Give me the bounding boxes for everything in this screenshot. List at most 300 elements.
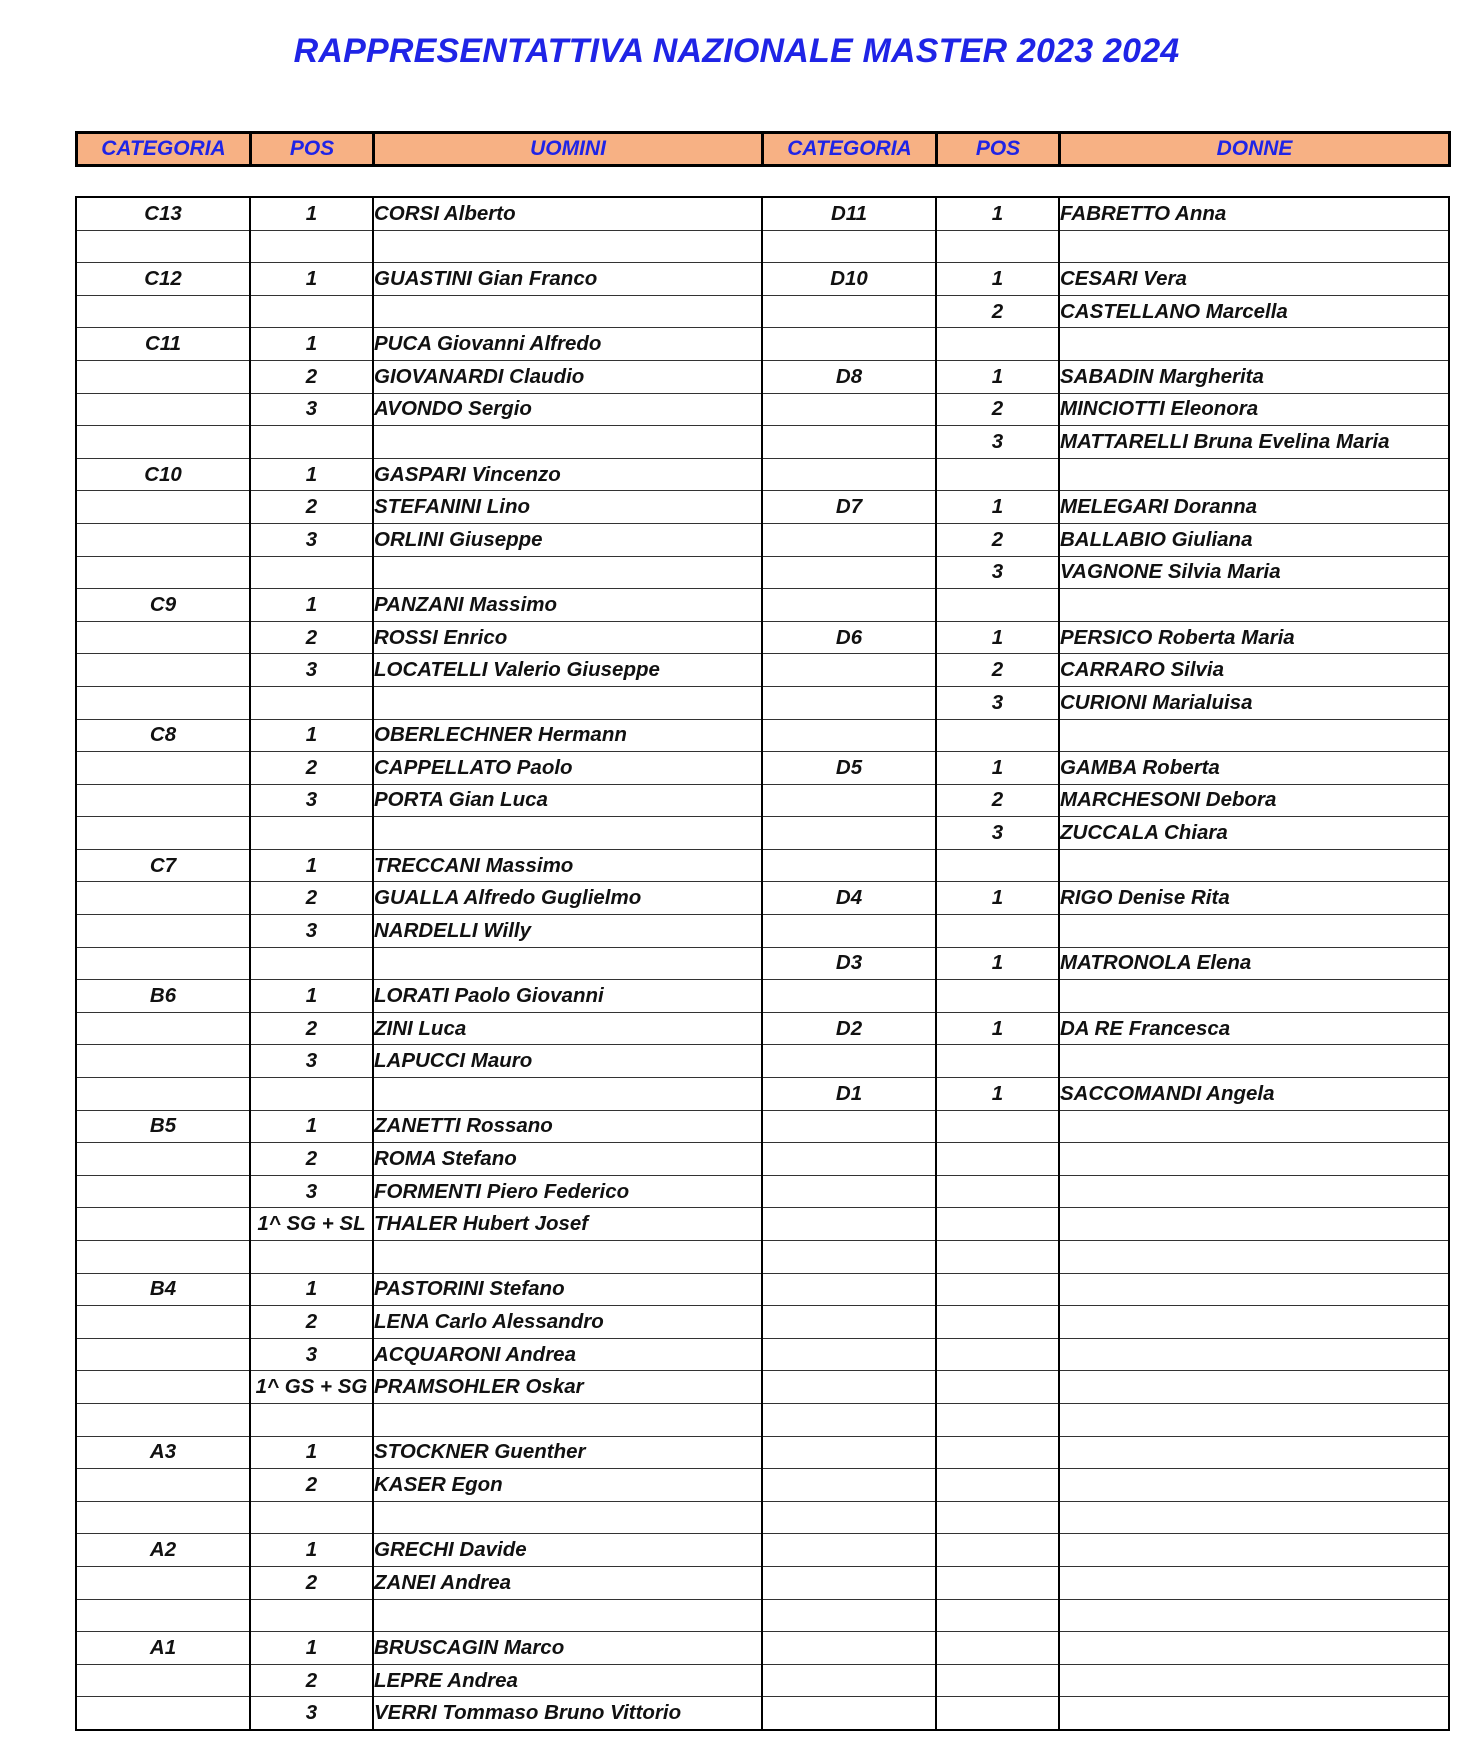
men-category-cell: B5	[76, 1110, 250, 1143]
women-pos-cell	[936, 915, 1059, 948]
women-category-cell	[762, 719, 936, 752]
women-name-cell	[1059, 1306, 1449, 1339]
men-name-cell: PUCA Giovanni Alfredo	[373, 328, 762, 361]
women-pos-cell: 1	[936, 491, 1059, 524]
header-uomini: UOMINI	[374, 133, 763, 166]
women-name-cell	[1059, 458, 1449, 491]
women-name-cell: MARCHESONI Debora	[1059, 784, 1449, 817]
women-category-cell	[762, 817, 936, 850]
men-category-cell	[76, 1599, 250, 1632]
table-row	[76, 947, 1449, 980]
men-name-cell: KASER Egon	[373, 1469, 762, 1502]
table-row	[76, 1403, 1449, 1436]
men-name-cell	[373, 686, 762, 719]
men-name-cell: ZANETTI Rossano	[373, 1110, 762, 1143]
women-name-cell	[1059, 1371, 1449, 1404]
men-name-cell: PRAMSOHLER Oskar	[373, 1371, 762, 1404]
women-pos-cell: 3	[936, 817, 1059, 850]
women-pos-cell	[936, 1338, 1059, 1371]
men-name-cell: LEPRE Andrea	[373, 1664, 762, 1697]
table-row	[76, 1469, 1449, 1502]
men-name-cell: GIOVANARDI Claudio	[373, 360, 762, 393]
men-pos-cell: 1	[250, 1632, 373, 1665]
men-name-cell	[373, 556, 762, 589]
table-row	[76, 719, 1449, 752]
table-row	[76, 1110, 1449, 1143]
women-pos-cell: 2	[936, 784, 1059, 817]
table-row	[76, 1143, 1449, 1176]
men-name-cell	[373, 230, 762, 263]
women-pos-cell	[936, 1143, 1059, 1176]
men-category-cell: C11	[76, 328, 250, 361]
men-category-cell	[76, 523, 250, 556]
men-category-cell	[76, 1306, 250, 1339]
men-category-cell	[76, 556, 250, 589]
men-pos-cell: 1	[250, 1110, 373, 1143]
women-category-cell	[762, 230, 936, 263]
men-pos-cell	[250, 817, 373, 850]
women-pos-cell	[936, 1273, 1059, 1306]
women-pos-cell	[936, 1501, 1059, 1534]
men-name-cell: LORATI Paolo Giovanni	[373, 980, 762, 1013]
women-category-cell	[762, 784, 936, 817]
women-name-cell	[1059, 1534, 1449, 1567]
table-row	[76, 817, 1449, 850]
men-pos-cell: 2	[250, 1306, 373, 1339]
men-pos-cell	[250, 1599, 373, 1632]
table-row	[76, 1566, 1449, 1599]
women-category-cell	[762, 1501, 936, 1534]
women-pos-cell: 1	[936, 752, 1059, 785]
women-category-cell	[762, 523, 936, 556]
men-category-cell	[76, 752, 250, 785]
men-category-cell	[76, 1078, 250, 1111]
women-pos-cell	[936, 1599, 1059, 1632]
header-pos-men: POS	[251, 133, 374, 166]
men-pos-cell	[250, 426, 373, 459]
women-name-cell: SACCOMANDI Angela	[1059, 1078, 1449, 1111]
men-pos-cell: 3	[250, 1338, 373, 1371]
women-pos-cell: 3	[936, 426, 1059, 459]
women-category-cell	[762, 1110, 936, 1143]
men-pos-cell	[250, 556, 373, 589]
women-pos-cell: 2	[936, 523, 1059, 556]
men-name-cell	[373, 1241, 762, 1274]
men-name-cell	[373, 1599, 762, 1632]
men-name-cell: ORLINI Giuseppe	[373, 523, 762, 556]
men-pos-cell: 1	[250, 1534, 373, 1567]
women-pos-cell: 2	[936, 393, 1059, 426]
men-pos-cell: 1	[250, 263, 373, 296]
women-category-cell	[762, 1599, 936, 1632]
women-pos-cell	[936, 1110, 1059, 1143]
men-category-cell	[76, 1697, 250, 1730]
women-category-cell	[762, 1403, 936, 1436]
men-name-cell: LAPUCCI Mauro	[373, 1045, 762, 1078]
men-pos-cell: 3	[250, 1697, 373, 1730]
women-pos-cell: 1	[936, 360, 1059, 393]
header-table	[75, 131, 1451, 167]
men-name-cell	[373, 947, 762, 980]
women-name-cell	[1059, 719, 1449, 752]
men-name-cell: NARDELLI Willy	[373, 915, 762, 948]
men-name-cell	[373, 426, 762, 459]
women-category-cell: D6	[762, 621, 936, 654]
men-pos-cell: 1	[250, 458, 373, 491]
women-name-cell	[1059, 1241, 1449, 1274]
men-category-cell	[76, 1338, 250, 1371]
women-name-cell	[1059, 1403, 1449, 1436]
women-category-cell	[762, 556, 936, 589]
men-category-cell: C8	[76, 719, 250, 752]
men-name-cell: PASTORINI Stefano	[373, 1273, 762, 1306]
women-category-cell: D7	[762, 491, 936, 524]
women-name-cell: CARRARO Silvia	[1059, 654, 1449, 687]
women-pos-cell	[936, 1208, 1059, 1241]
men-category-cell	[76, 1371, 250, 1404]
men-category-cell: A2	[76, 1534, 250, 1567]
women-category-cell	[762, 1175, 936, 1208]
men-name-cell: PORTA Gian Luca	[373, 784, 762, 817]
table-row	[76, 360, 1449, 393]
men-category-cell	[76, 1664, 250, 1697]
women-category-cell	[762, 915, 936, 948]
table-row	[76, 458, 1449, 491]
women-pos-cell	[936, 1566, 1059, 1599]
women-pos-cell	[936, 1697, 1059, 1730]
women-name-cell: SABADIN Margherita	[1059, 360, 1449, 393]
men-category-cell	[76, 1566, 250, 1599]
men-pos-cell: 2	[250, 882, 373, 915]
women-pos-cell: 3	[936, 686, 1059, 719]
women-name-cell: GAMBA Roberta	[1059, 752, 1449, 785]
men-name-cell: STEFANINI Lino	[373, 491, 762, 524]
women-pos-cell	[936, 1436, 1059, 1469]
women-category-cell	[762, 426, 936, 459]
men-category-cell: A1	[76, 1632, 250, 1665]
men-pos-cell: 2	[250, 1469, 373, 1502]
header-categoria-men: CATEGORIA	[77, 133, 251, 166]
women-pos-cell: 2	[936, 295, 1059, 328]
women-category-cell	[762, 1436, 936, 1469]
men-pos-cell: 2	[250, 1664, 373, 1697]
men-category-cell: B6	[76, 980, 250, 1013]
page-title: RAPPRESENTATTIVA NAZIONALE MASTER 2023 2024	[293, 32, 1180, 70]
men-pos-cell: 1	[250, 849, 373, 882]
women-name-cell: MELEGARI Doranna	[1059, 491, 1449, 524]
table-row	[76, 1175, 1449, 1208]
men-pos-cell: 2	[250, 752, 373, 785]
table-row	[76, 1664, 1449, 1697]
men-name-cell: FORMENTI Piero Federico	[373, 1175, 762, 1208]
table-row	[76, 1599, 1449, 1632]
men-category-cell	[76, 1012, 250, 1045]
men-pos-cell: 1^ GS + SG	[250, 1371, 373, 1404]
men-name-cell: GASPARI Vincenzo	[373, 458, 762, 491]
women-name-cell	[1059, 1501, 1449, 1534]
table-row	[76, 1045, 1449, 1078]
women-name-cell	[1059, 230, 1449, 263]
table-row	[76, 393, 1449, 426]
men-pos-cell: 1	[250, 1436, 373, 1469]
men-name-cell: VERRI Tommaso Bruno Vittorio	[373, 1697, 762, 1730]
men-name-cell: BRUSCAGIN Marco	[373, 1632, 762, 1665]
results-table	[75, 196, 1450, 1731]
men-name-cell: ROSSI Enrico	[373, 621, 762, 654]
men-name-cell	[373, 1078, 762, 1111]
men-name-cell: ZANEI Andrea	[373, 1566, 762, 1599]
men-category-cell	[76, 1208, 250, 1241]
women-name-cell	[1059, 1273, 1449, 1306]
men-pos-cell: 3	[250, 1045, 373, 1078]
women-category-cell	[762, 1469, 936, 1502]
women-pos-cell: 1	[936, 197, 1059, 230]
women-pos-cell	[936, 1241, 1059, 1274]
men-name-cell: LENA Carlo Alessandro	[373, 1306, 762, 1339]
women-category-cell	[762, 589, 936, 622]
women-category-cell	[762, 1208, 936, 1241]
women-category-cell	[762, 1632, 936, 1665]
women-pos-cell: 1	[936, 621, 1059, 654]
women-name-cell: MATRONOLA Elena	[1059, 947, 1449, 980]
men-category-cell: C9	[76, 589, 250, 622]
women-pos-cell: 2	[936, 654, 1059, 687]
women-name-cell	[1059, 849, 1449, 882]
men-pos-cell: 2	[250, 360, 373, 393]
men-pos-cell: 3	[250, 1175, 373, 1208]
men-pos-cell	[250, 295, 373, 328]
men-category-cell: C12	[76, 263, 250, 296]
women-name-cell	[1059, 1338, 1449, 1371]
men-pos-cell: 2	[250, 1012, 373, 1045]
women-name-cell: ZUCCALA Chiara	[1059, 817, 1449, 850]
men-pos-cell: 1	[250, 328, 373, 361]
men-pos-cell: 2	[250, 1143, 373, 1176]
men-name-cell: GRECHI Davide	[373, 1534, 762, 1567]
men-name-cell: ZINI Luca	[373, 1012, 762, 1045]
men-name-cell: GUASTINI Gian Franco	[373, 263, 762, 296]
women-pos-cell	[936, 1371, 1059, 1404]
women-category-cell	[762, 980, 936, 1013]
men-category-cell	[76, 1143, 250, 1176]
women-name-cell	[1059, 1697, 1449, 1730]
women-name-cell	[1059, 1436, 1449, 1469]
women-pos-cell	[936, 328, 1059, 361]
women-category-cell	[762, 328, 936, 361]
men-name-cell	[373, 1403, 762, 1436]
men-pos-cell: 1	[250, 197, 373, 230]
table-row	[76, 1208, 1449, 1241]
men-name-cell	[373, 1501, 762, 1534]
table-row	[76, 1241, 1449, 1274]
women-name-cell: BALLABIO Giuliana	[1059, 523, 1449, 556]
table-row	[76, 882, 1449, 915]
women-category-cell	[762, 1241, 936, 1274]
table-row	[76, 1012, 1449, 1045]
women-pos-cell: 1	[936, 263, 1059, 296]
men-name-cell: AVONDO Sergio	[373, 393, 762, 426]
women-name-cell	[1059, 1175, 1449, 1208]
women-category-cell: D5	[762, 752, 936, 785]
women-category-cell: D11	[762, 197, 936, 230]
men-pos-cell: 1	[250, 1273, 373, 1306]
women-category-cell	[762, 1143, 936, 1176]
men-pos-cell: 2	[250, 491, 373, 524]
table-row	[76, 426, 1449, 459]
men-pos-cell: 1	[250, 980, 373, 1013]
men-category-cell: C10	[76, 458, 250, 491]
men-category-cell	[76, 1175, 250, 1208]
table-row	[76, 849, 1449, 882]
men-pos-cell: 3	[250, 915, 373, 948]
men-pos-cell	[250, 947, 373, 980]
table-row	[76, 784, 1449, 817]
women-category-cell	[762, 849, 936, 882]
women-category-cell	[762, 686, 936, 719]
women-name-cell	[1059, 328, 1449, 361]
men-category-cell: A3	[76, 1436, 250, 1469]
women-name-cell: CESARI Vera	[1059, 263, 1449, 296]
table-row	[76, 686, 1449, 719]
men-name-cell: LOCATELLI Valerio Giuseppe	[373, 654, 762, 687]
women-category-cell	[762, 1566, 936, 1599]
men-name-cell: TRECCANI Massimo	[373, 849, 762, 882]
women-pos-cell	[936, 1534, 1059, 1567]
women-category-cell: D3	[762, 947, 936, 980]
header-row	[77, 133, 1450, 166]
men-pos-cell	[250, 686, 373, 719]
men-category-cell	[76, 230, 250, 263]
men-category-cell	[76, 817, 250, 850]
women-category-cell: D2	[762, 1012, 936, 1045]
men-pos-cell	[250, 230, 373, 263]
men-category-cell	[76, 360, 250, 393]
women-pos-cell	[936, 1403, 1059, 1436]
table-row	[76, 589, 1449, 622]
women-name-cell: DA RE Francesca	[1059, 1012, 1449, 1045]
women-category-cell: D8	[762, 360, 936, 393]
table-row	[76, 1534, 1449, 1567]
women-category-cell	[762, 1338, 936, 1371]
women-name-cell	[1059, 1599, 1449, 1632]
table-row	[76, 295, 1449, 328]
men-name-cell	[373, 817, 762, 850]
women-pos-cell	[936, 1469, 1059, 1502]
men-pos-cell	[250, 1501, 373, 1534]
women-name-cell: RIGO Denise Rita	[1059, 882, 1449, 915]
table-row	[76, 556, 1449, 589]
men-category-cell	[76, 1241, 250, 1274]
men-category-cell	[76, 393, 250, 426]
men-category-cell	[76, 491, 250, 524]
men-name-cell: ROMA Stefano	[373, 1143, 762, 1176]
men-category-cell	[76, 1469, 250, 1502]
table-row	[76, 654, 1449, 687]
women-category-cell: D10	[762, 263, 936, 296]
men-name-cell: PANZANI Massimo	[373, 589, 762, 622]
men-pos-cell: 3	[250, 393, 373, 426]
women-name-cell: CASTELLANO Marcella	[1059, 295, 1449, 328]
table-row	[76, 263, 1449, 296]
table-row	[76, 230, 1449, 263]
women-pos-cell	[936, 1632, 1059, 1665]
women-pos-cell	[936, 458, 1059, 491]
women-pos-cell: 3	[936, 556, 1059, 589]
results-body	[76, 197, 1449, 1730]
women-name-cell: PERSICO Roberta Maria	[1059, 621, 1449, 654]
men-pos-cell: 1	[250, 589, 373, 622]
men-category-cell	[76, 947, 250, 980]
women-category-cell	[762, 393, 936, 426]
header-pos-women: POS	[937, 133, 1060, 166]
women-category-cell	[762, 458, 936, 491]
men-pos-cell: 1^ SG + SL	[250, 1208, 373, 1241]
women-name-cell	[1059, 1045, 1449, 1078]
women-category-cell	[762, 1664, 936, 1697]
table-row	[76, 197, 1449, 230]
women-category-cell: D4	[762, 882, 936, 915]
women-name-cell	[1059, 1143, 1449, 1176]
table-row	[76, 915, 1449, 948]
women-name-cell: MATTARELLI Bruna Evelina Maria	[1059, 426, 1449, 459]
women-name-cell	[1059, 1566, 1449, 1599]
table-row	[76, 1436, 1449, 1469]
women-pos-cell	[936, 1306, 1059, 1339]
men-category-cell: C13	[76, 197, 250, 230]
women-name-cell: MINCIOTTI Eleonora	[1059, 393, 1449, 426]
men-pos-cell: 3	[250, 654, 373, 687]
men-category-cell	[76, 1045, 250, 1078]
men-pos-cell: 2	[250, 1566, 373, 1599]
women-name-cell: VAGNONE Silvia Maria	[1059, 556, 1449, 589]
men-pos-cell: 3	[250, 784, 373, 817]
men-category-cell	[76, 1403, 250, 1436]
table-row	[76, 752, 1449, 785]
men-name-cell: GUALLA Alfredo Guglielmo	[373, 882, 762, 915]
women-name-cell	[1059, 980, 1449, 1013]
women-category-cell	[762, 1045, 936, 1078]
women-name-cell	[1059, 1632, 1449, 1665]
table-row	[76, 980, 1449, 1013]
women-category-cell	[762, 654, 936, 687]
men-pos-cell: 1	[250, 719, 373, 752]
table-row	[76, 1306, 1449, 1339]
women-name-cell	[1059, 1208, 1449, 1241]
men-category-cell: B4	[76, 1273, 250, 1306]
men-name-cell: ACQUARONI Andrea	[373, 1338, 762, 1371]
table-row	[76, 1501, 1449, 1534]
men-name-cell: CAPPELLATO Paolo	[373, 752, 762, 785]
women-pos-cell	[936, 980, 1059, 1013]
women-pos-cell: 1	[936, 1012, 1059, 1045]
table-row	[76, 1338, 1449, 1371]
men-name-cell	[373, 295, 762, 328]
table-row	[76, 1078, 1449, 1111]
women-name-cell: FABRETTO Anna	[1059, 197, 1449, 230]
table-row	[76, 1273, 1449, 1306]
table-row	[76, 491, 1449, 524]
women-pos-cell	[936, 230, 1059, 263]
men-category-cell	[76, 426, 250, 459]
men-name-cell: THALER Hubert Josef	[373, 1208, 762, 1241]
men-category-cell	[76, 686, 250, 719]
men-pos-cell: 2	[250, 621, 373, 654]
women-name-cell	[1059, 1110, 1449, 1143]
header-donne: DONNE	[1060, 133, 1450, 166]
men-category-cell	[76, 295, 250, 328]
men-category-cell	[76, 654, 250, 687]
table-row	[76, 328, 1449, 361]
